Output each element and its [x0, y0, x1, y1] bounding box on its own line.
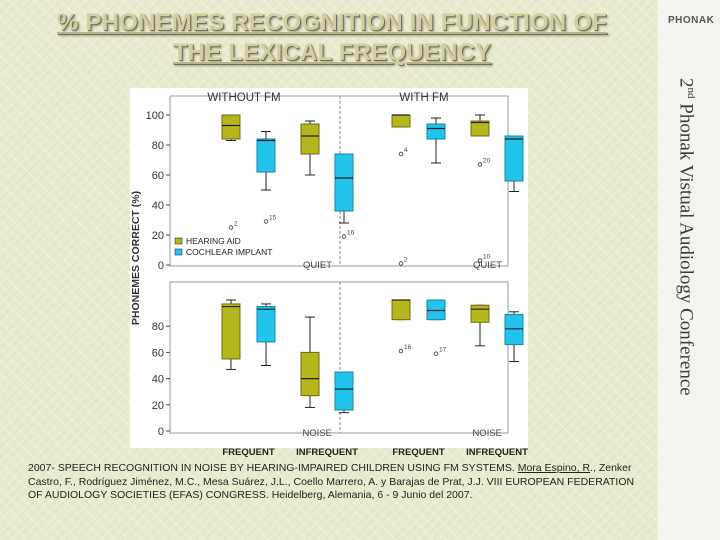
brand-logo: PHONAK	[668, 15, 715, 26]
outlier-label: 16	[404, 344, 412, 352]
box-cochlear-implant	[335, 154, 353, 211]
column-title: WITH FM	[399, 92, 449, 104]
conference-banner	[676, 78, 706, 498]
outlier-label: 2	[404, 256, 408, 264]
conference-ordinal-suffix: nd	[685, 87, 697, 99]
reference-first-author: Mora Espino, R	[517, 462, 591, 474]
y-tick-label: 20	[151, 230, 164, 242]
outlier-label: 20	[483, 157, 491, 165]
box-cochlear-implant	[335, 372, 353, 410]
box-hearing-aid	[392, 115, 410, 127]
x-category-label: INFREQUENT	[466, 447, 528, 458]
legend-swatch	[175, 238, 182, 244]
condition-label: QUIET	[472, 260, 502, 271]
legend-label: COCHLEAR IMPLANT	[186, 247, 273, 257]
x-category-label: FREQUENT	[222, 447, 275, 458]
boxplot-chart	[130, 88, 528, 458]
x-category-label: INFREQUENT	[296, 447, 358, 458]
box-cochlear-implant	[505, 314, 523, 344]
outlier-point	[399, 349, 403, 353]
y-tick-label: 80	[151, 140, 164, 152]
y-tick-label: 20	[151, 399, 164, 412]
box-cochlear-implant	[257, 307, 275, 342]
outlier-point	[264, 220, 268, 224]
conference-name: Phonak Vistual Audiology Conference	[675, 98, 697, 396]
y-tick-label: 100	[145, 110, 164, 122]
y-tick-label: 60	[151, 347, 164, 360]
x-category-label: FREQUENT	[392, 447, 445, 458]
outlier-point	[478, 163, 482, 167]
outlier-label: 15	[269, 214, 277, 222]
box-hearing-aid	[471, 305, 489, 322]
box-cochlear-implant	[427, 124, 445, 139]
y-tick-label: 40	[151, 373, 164, 386]
column-title: WITHOUT FM	[207, 92, 281, 104]
outlier-label: 2	[234, 220, 238, 228]
outlier-label: 17	[439, 346, 447, 354]
y-tick-label: 40	[151, 200, 164, 212]
reference-text-1: 2007- SPEECH RECOGNITION IN NOISE BY HEARING-IMPAIRED CHILDREN USING FM SYSTEMS.	[28, 462, 518, 474]
reference-text-2: ., Zenker Castro, F., Rodríguez Jiménez, M.C., Mesa Suárez, J.L., Coello Marrero, A. y Barajas de Prat, J.J. VIII EUROPEAN FEDERATION OF AUDIOLOGY SOCIETIES (EFAS) CONGRESS. Heidelberg, Alemania, 6 - 9 Junio del 2007.	[28, 462, 635, 502]
condition-label: NOISE	[302, 428, 332, 439]
box-cochlear-implant	[427, 300, 445, 320]
box-cochlear-implant	[257, 139, 275, 172]
outlier-point	[342, 235, 346, 239]
outlier-label: 4	[404, 147, 408, 154]
outlier-label: 10	[483, 253, 491, 261]
outlier-label: 16	[347, 229, 355, 237]
y-tick-label: 60	[151, 170, 164, 182]
outlier-point	[399, 262, 403, 266]
y-tick-label: 80	[151, 321, 164, 334]
outlier-point	[399, 152, 403, 156]
box-cochlear-implant	[505, 136, 523, 181]
box-hearing-aid	[392, 300, 410, 320]
conference-ordinal: 2	[675, 78, 697, 88]
outlier-point	[434, 352, 438, 356]
outlier-point	[229, 226, 233, 230]
reference-citation	[28, 462, 638, 503]
slide-title	[12, 8, 652, 68]
box-hearing-aid	[301, 352, 319, 395]
condition-label: NOISE	[472, 428, 502, 439]
box-hearing-aid	[222, 304, 240, 359]
box-hearing-aid	[301, 124, 319, 154]
legend-label: HEARING AID	[186, 236, 241, 246]
title-line-1: % PHONEMES RECOGNITION IN FUNCTION OF	[56, 9, 608, 36]
legend-swatch	[175, 249, 182, 255]
y-tick-label: 0	[157, 426, 164, 438]
chart-panel	[130, 88, 528, 458]
title-line-2: THE LEXICAL FREQUENCY	[172, 39, 492, 66]
box-hearing-aid	[471, 121, 489, 136]
y-tick-label: 0	[157, 260, 164, 272]
box-hearing-aid	[222, 115, 240, 139]
y-axis-label: PHONEMES CORRECT (%)	[130, 190, 142, 326]
condition-label: QUIET	[302, 260, 332, 271]
